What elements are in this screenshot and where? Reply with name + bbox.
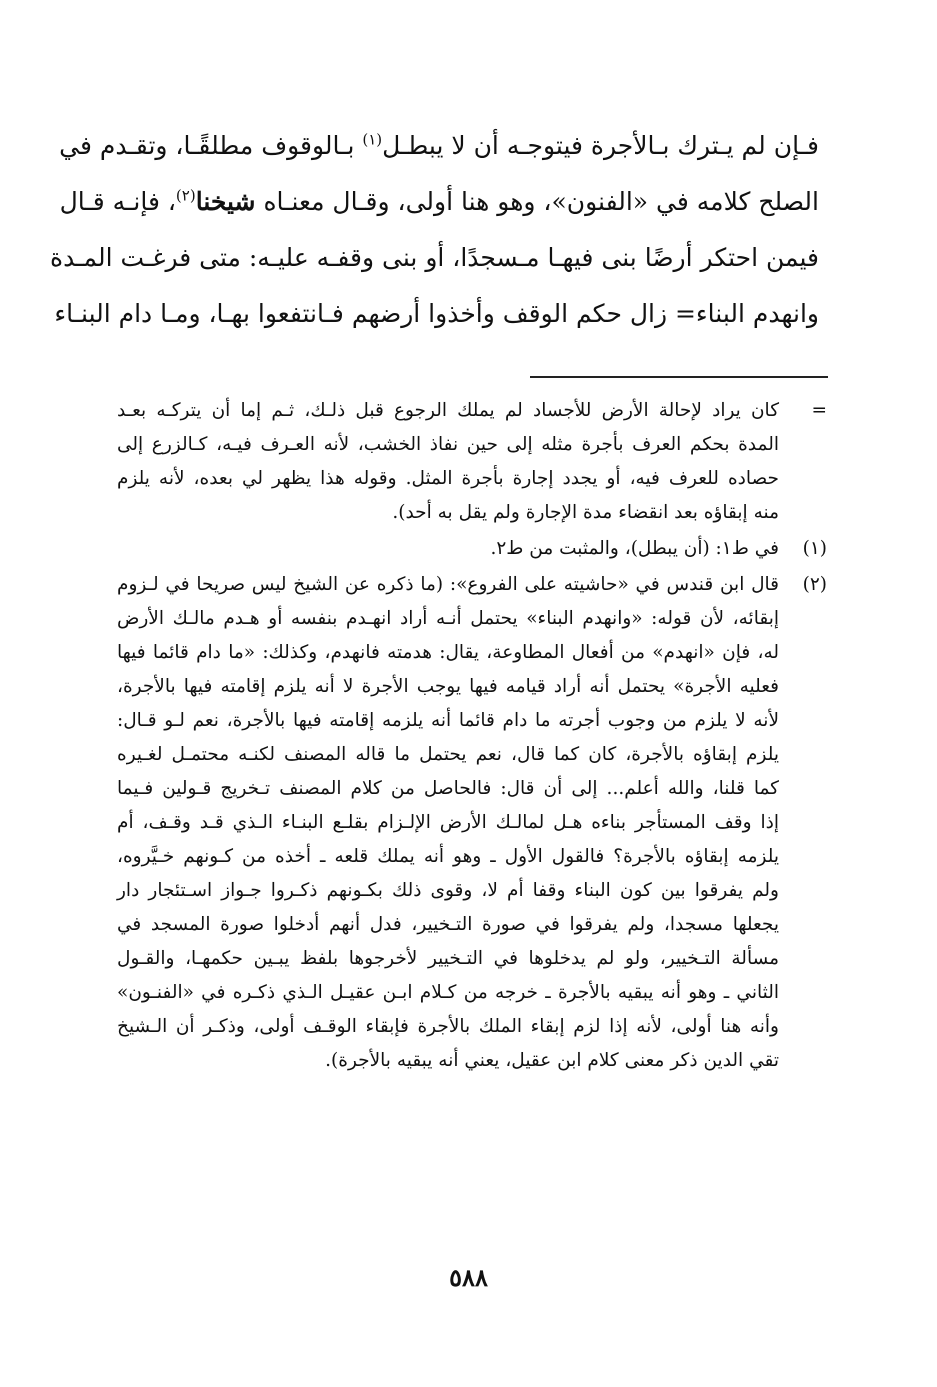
footnote-ref-1[interactable]: (١) xyxy=(362,130,383,149)
footnote-2-line: يلزم إبقاؤه بالأجرة، كان كما قال، نعم يحتمل ما قاله المصنف لكنـه محتمـل لغـيره xyxy=(117,744,779,765)
footnotes xyxy=(117,394,827,1080)
footnote-1-marker: (١) xyxy=(802,538,827,559)
footnote-2-line: له، فإن «انهدم» من أفعال المطاوعة، يقال: هدمته فانهدم، وكذلك: «ما دام قائما فيها xyxy=(117,642,779,663)
main-line-1-a: فـإن لم يـترك بـالأجرة فيتوجـه أن لا يبطـل xyxy=(382,131,819,160)
continuation-line: المدة بحكم العرف بأجرة مثله إلى حين نفاذ الخشب، لأنه العـرف فيـه، كـالزرع إلى xyxy=(117,434,779,455)
continuation-line: كان يراد لإحالة الأرض للأجساد لم يملك الرجوع قبل ذلـك، ثـم إما أن يتركـه بعـد xyxy=(117,400,779,421)
footnote-2-line: تقي الدين ذكر معنى كلام ابن عقيل، يعني أنه يبقيه بالأجرة). xyxy=(325,1050,779,1071)
footnote-2 xyxy=(117,568,827,1078)
main-line-1-b: بـالوقوف مطلقًـا، وتقـدم في xyxy=(59,131,355,160)
footnote-2-line: وأنه هنا أولى، لأنه إذا لزم إبقاء الملك بالأجرة فإبقاء الوقـف أولى، وذكـر أن الـشيخ xyxy=(117,1016,779,1037)
footnote-2-line: فعليه الأجرة» يحتمل أنه أراد قيامه فيها يوجب الأجرة لا أنه يلزم إقامته فيها بالأجرة، xyxy=(117,676,779,697)
footnote-2-line: لأنه لا يلزم من وجوب أجرته ما دام قائما أنه يلزمه إقامته فيها بالأجرة، نعم لـو قـال: xyxy=(117,710,779,731)
footnote-continuation-body xyxy=(117,394,779,530)
footnote-2-line: قال ابن قندس في «حاشيته على الفروع»: (ما ذكره عن الشيخ ليس صريحا في لـزوم xyxy=(117,574,779,595)
main-line-3: فيمن احتكر أرضًا بنى فيهـا مـسجدًا، أو بنى وقفـه عليـه: متى فرغـت المـدة xyxy=(49,243,819,272)
footnote-1-body xyxy=(117,532,779,566)
footnote-2-line: إذا وقف المستأجر بناءه هـل لمالـك الأرض الإلـزام بقلـع البنـاء الـذي قـد وقـف، أم xyxy=(117,812,779,833)
main-line-2-a: الصلح كلامه في «الفنون»، وهو هنا أولى، وقـال معنـاه xyxy=(263,187,819,216)
footnote-2-line: كما قلنا، والله أعلم... إلى أن قال: فالحاصل من كلام المصنف تـخريج قـولين فـيما xyxy=(117,778,779,799)
main-line-1 xyxy=(59,118,819,174)
footnote-2-line: مسألة التـخيير، ولو لم يدخلوها في التـخيير لأخرجوها بلفظ يبـين حكمهـا، والقـول xyxy=(117,948,779,969)
footnote-2-line: الثاني ـ وهو أنه يبقيه بالأجرة ـ خرجه من كـلام ابـن عقيـل الـذي ذكـره في «الفنـون» xyxy=(117,982,779,1003)
main-line-2-b: ، فإنـه قـال xyxy=(59,187,176,216)
footnote-2-line: يلزمه إبقاؤه بالأجرة؟ فالقول الأول ـ وهو أنه يملك قلعه ـ أخذه من كـونهم خـيَّروه، xyxy=(117,846,779,867)
continuation-line: حصاده للعرف فيه، أو يجدد إجارة بأجرة المثل. وقوله هذا يظهر لي بعده، لأنه يلزم xyxy=(117,468,779,489)
sheikh-name: شيخنا xyxy=(195,187,256,216)
main-line-2 xyxy=(59,174,819,230)
continuation-marker: = xyxy=(811,400,827,421)
footnote-2-line: ولم يفرقوا بين كون البناء وقفا أم لا، وقوى ذلك بكـونهم ذكـروا جـواز اسـتئجار دار xyxy=(117,880,779,901)
page-number: ٥٨٨ xyxy=(449,1263,488,1292)
footnote-2-line: يجعلها مسجدا، ولم يفرقوا في صورة التـخيير، فدل أنهم أدخلوا صورة المسجد في xyxy=(117,914,779,935)
footnote-1-text: في ط١: (أن يبطل)، والمثبت من ط٢. xyxy=(490,538,779,559)
continuation-line: منه إبقاؤه بعد انقضاء مدة الإجارة ولم يقل به أحد). xyxy=(392,502,779,523)
footnote-continuation xyxy=(117,394,827,530)
footnote-2-marker: (٢) xyxy=(802,574,827,595)
footnote-2-line: إبقائه، لأن قوله: «وانهدم البناء» يحتمل أنـه أراد انهـدم بنفسه أو هـدم مالـك الأرض xyxy=(117,608,779,629)
footnote-divider xyxy=(530,376,828,378)
main-text xyxy=(49,118,819,342)
footnote-ref-2[interactable]: (٢) xyxy=(175,186,196,205)
main-line-4: وانهدم البناء= زال حكم الوقف وأخذوا أرضهم فـانتفعوا بهـا، ومـا دام البنـاء xyxy=(54,299,819,328)
footnote-2-body xyxy=(117,568,779,1078)
footnote-1 xyxy=(117,532,827,566)
